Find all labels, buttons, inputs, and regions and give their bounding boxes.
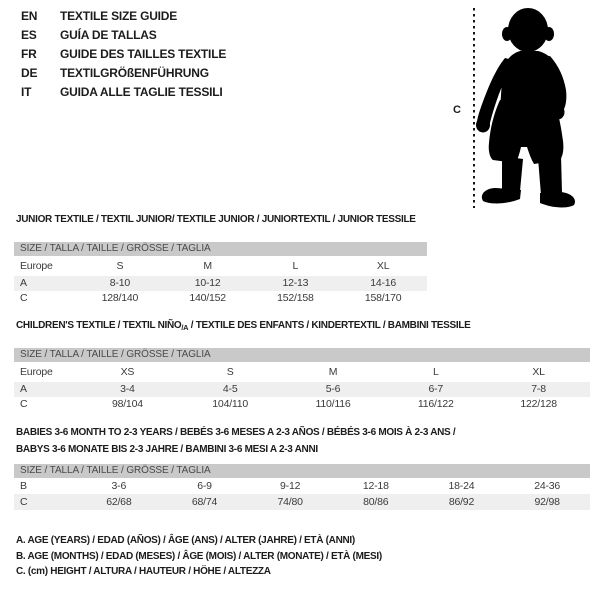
row-label: Europe <box>20 260 53 272</box>
table-cell: 68/74 <box>162 494 248 510</box>
title-line: BABYS 3-6 MONATE BIS 2-3 JAHRE / BAMBINI 3-6 MESI A 2-3 ANNI <box>16 444 318 455</box>
size-header-row <box>14 464 590 478</box>
junior-size-table <box>14 242 427 306</box>
language-code: FR <box>21 47 37 61</box>
list-item <box>21 83 226 102</box>
table-cell: 6-7 <box>384 382 487 397</box>
row-label: C <box>20 398 28 410</box>
table-cell: S <box>226 366 234 378</box>
row-label: B <box>20 480 27 492</box>
table-cell: 122/128 <box>520 398 557 410</box>
table-row <box>14 256 427 276</box>
table-cell: 9-12 <box>280 480 301 492</box>
table-cell: 4-5 <box>179 382 282 397</box>
babies-section-title <box>16 424 455 458</box>
table-cell: S <box>116 260 124 272</box>
table-cell: 92/98 <box>504 494 590 510</box>
table-cell: 14-16 <box>339 276 427 291</box>
list-item <box>21 45 226 64</box>
table-row <box>14 291 427 306</box>
list-item <box>21 64 226 83</box>
legend-line-b: B. AGE (MONTHS) / EDAD (MESES) / ÂGE (MOIS) / ALTER (MONATE) / ETÀ (MESI) <box>16 550 382 562</box>
list-item <box>21 26 226 45</box>
baby-silhouette-shape <box>476 8 575 207</box>
table-cell: 12-13 <box>252 276 340 291</box>
height-measure-label: C <box>453 104 461 116</box>
table-cell: 12-18 <box>362 480 389 492</box>
title-text: CHILDREN'S TEXTILE / TEXTIL NIÑO <box>16 320 182 331</box>
title-line: BABIES 3-6 MONTH TO 2-3 YEARS / BEBÉS 3-6 MESES A 2-3 AÑOS / BÉBÉS 3-6 MOIS À 2-3 ANS / <box>16 427 456 438</box>
language-label: GUIDA ALLE TAGLIE TESSILI <box>60 85 223 99</box>
table-cell: 7-8 <box>487 382 590 397</box>
table-cell: XL <box>532 366 545 378</box>
table-row <box>14 382 590 397</box>
table-cell: 158/170 <box>364 292 402 304</box>
language-label: TEXTILGRÖßENFÜHRUNG <box>60 66 209 80</box>
legend-line-a: A. AGE (YEARS) / EDAD (AÑOS) / ÂGE (ANS) / ALTER (JAHRE) / ETÀ (ANNI) <box>16 535 355 546</box>
table-cell: M <box>203 260 212 272</box>
table-cell: XL <box>376 260 390 272</box>
table-cell: 10-12 <box>164 276 252 291</box>
row-label: A <box>14 276 76 291</box>
table-row <box>14 397 590 412</box>
language-label: GUIDE DES TAILLES TEXTILE <box>60 47 227 61</box>
row-label: A <box>14 382 76 397</box>
legend <box>16 533 382 580</box>
size-header-bar: SIZE / TALLA / TAILLE / GRÖSSE / TAGLIA <box>14 348 590 362</box>
size-header-row <box>14 348 590 362</box>
size-header-bar: SIZE / TALLA / TAILLE / GRÖSSE / TAGLIA <box>14 464 590 478</box>
table-cell: XS <box>120 366 135 378</box>
table-cell: 140/152 <box>189 292 226 304</box>
table-cell: 3-4 <box>76 382 179 397</box>
language-code: EN <box>21 9 38 23</box>
language-code: DE <box>21 66 38 80</box>
size-header-bar: SIZE / TALLA / TAILLE / GRÖSSE / TAGLIA <box>14 242 427 256</box>
children-size-table <box>14 348 590 412</box>
junior-section-title: JUNIOR TEXTILE / TEXTIL JUNIOR/ TEXTILE JUNIOR / JUNIORTEXTIL / JUNIOR TESSILE <box>16 214 416 225</box>
table-cell: 116/122 <box>417 398 454 410</box>
table-row <box>14 276 427 291</box>
language-list <box>21 7 226 102</box>
row-label: C <box>14 494 76 510</box>
table-cell: 74/80 <box>247 494 333 510</box>
table-cell: 86/92 <box>419 494 505 510</box>
legend-line-c: C. (cm) HEIGHT / ALTURA / HAUTEUR / HÖHE / ALTEZZA <box>16 566 271 577</box>
table-row <box>14 494 590 510</box>
children-section-title <box>16 319 471 335</box>
table-cell: 8-10 <box>76 276 164 291</box>
language-label: GUÍA DE TALLAS <box>60 28 157 42</box>
title-text: / TEXTILE DES ENFANTS / KINDERTEXTIL / BAMBINI TESSILE <box>188 320 471 331</box>
table-cell: 18-24 <box>448 480 475 492</box>
table-cell: 104/110 <box>212 398 249 410</box>
row-label: Europe <box>20 366 53 378</box>
baby-silhouette-icon <box>450 0 600 215</box>
table-cell: 98/104 <box>111 398 143 410</box>
table-cell: 152/158 <box>277 292 314 304</box>
table-cell: 6-9 <box>197 480 212 492</box>
list-item <box>21 7 226 26</box>
row-label: C <box>20 292 28 304</box>
table-cell: M <box>328 366 338 378</box>
table-row <box>14 478 590 494</box>
table-cell: 62/68 <box>76 494 162 510</box>
size-header-row <box>14 242 427 256</box>
table-cell: L <box>292 260 299 272</box>
babies-size-table <box>14 464 590 510</box>
language-code: ES <box>21 28 37 42</box>
table-cell: 128/140 <box>101 292 139 304</box>
title-subscript: /A <box>181 323 189 332</box>
table-row <box>14 362 590 382</box>
table-cell: 24-36 <box>534 480 561 492</box>
table-cell: 80/86 <box>333 494 419 510</box>
language-label: TEXTILE SIZE GUIDE <box>60 9 178 23</box>
table-cell: 3-6 <box>111 480 127 492</box>
table-cell: L <box>432 366 439 378</box>
language-code: IT <box>21 85 32 99</box>
table-cell: 5-6 <box>282 382 385 397</box>
table-cell: 110/116 <box>315 398 351 410</box>
